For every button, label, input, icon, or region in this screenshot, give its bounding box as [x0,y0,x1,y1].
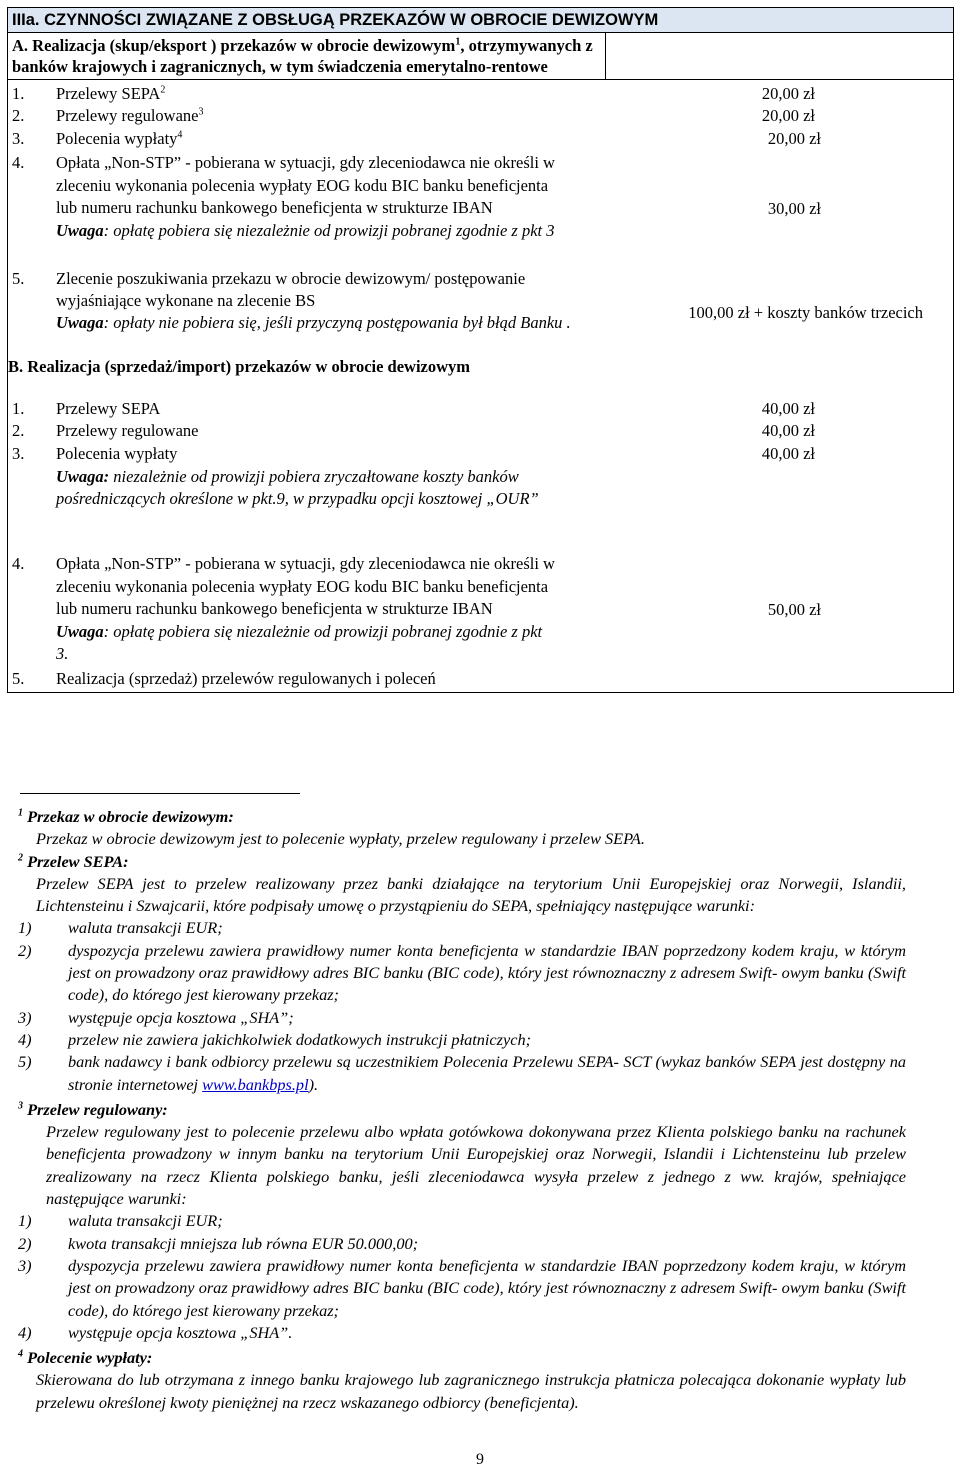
fee-table [7,7,954,693]
fee-amount: 20,00 zł [761,106,816,125]
list-item: 5. Realizacja (sprzedaż) przelewów regulowanych i poleceń [12,668,436,688]
section-a-items [8,80,954,693]
footnote-2-list [18,917,906,1095]
list-item: 4) przelew nie zawiera jakichkolwiek dodatkowych instrukcji płatniczych; [18,1029,532,1049]
fee-amount: 50,00 zł [767,599,822,619]
empty-cell [606,33,954,80]
list-item: 5. Zlecenie poszukiwania przekazu w obrocie dewizowym/ postępowanie wyjaśniające wykonane na zlecenie BS Uwaga: opłaty nie pobiera się, jeśli przyczyną postępowania był błąd Banku . 100,00 zł + koszty banków trzecich [12,269,924,332]
list-item: 4) występuje opcja kosztowa „SHA”. [18,1322,293,1342]
footnote-2: $^2$ Przelew SEPA: Przelew SEPA jest to przelew realizowany przez banki działające na terytorium Unii Europejskiej oraz Norwegii, Islandii, Lichtensteinu i Szwajcarii, które podpisały umowę o przystąpieniu do SEPA, spełniający następujące warunki: 1) waluta transakcji EUR; 2) dyspozycja przelewu zawiera prawidłowy numer konta beneficjenta w standardzie IBAN poprzedzony kodem kraju, w którym jest on prowadzony oraz prawidłowy adres BIC banku (BIC code), który jest równoznaczny z adresem Swift- owym banku (Swift code), do którego jest kierowany przekaz; 3) występuje opcja kosztowa „SHA”; 4) przelew nie zawiera jakichkolwiek dodatkowych instrukcji płatniczych; 5) bank nadawcy i bank odbiorcy przelewu są uczestnikiem Polecenia Przelewu SEPA- SCT (wykaz banków SEPA jest dostępny na stronie internetowej www.bankbps.pl). [18,851,906,1096]
list-item: 3. Polecenia wypłaty Uwaga: niezależnie od prowizji pobiera zryczałtowane koszty banków pośredniczących określone w pkt.9, w przypadku opcji kosztowej „OUR” 40,00 zł [12,443,953,553]
fee-amount: 20,00 zł [767,129,822,148]
section-a-heading: A. Realizacja (skup/eksport ) przekazów w obrocie dewizowym$^1$, otrzymywanych z banków krajowych i zagranicznych, w tym świadczenia emerytalno-rentowe [8,33,606,80]
fee-amount: 20,00 zł [761,84,816,103]
fee-table-section [7,7,953,693]
list-item: 4. Opłata „Non-STP” - pobierana w sytuacji, gdy zleceniodawca nie określi w zleceniu wykonania polecenia wypłaty EOG kodu BIC banku beneficjenta lub numeru rachunku bankowego beneficjenta w strukturze IBAN Uwaga: opłatę pobiera się niezależnie od prowizji pobranej zgodnie z pkt 3. 50,00 zł [12,554,822,663]
list-item: 1. Przelewy SEPA 40,00 zł [12,398,953,420]
list-item: 1. Przelewy SEPA$^2$ 20,00 zł [12,83,953,105]
fee-amount: 100,00 zł + koszty banków trzecich [688,302,924,322]
list-item: 2) dyspozycja przelewu zawiera prawidłowy numer konta beneficjenta w standardzie IBAN poprzedzony kodem kraju, w którym jest on prowadzony oraz prawidłowy adres BIC banku (BIC code), który jest równoznaczny z adresem Swift- owym banku (Swift code), do którego jest kierowany przekaz; [18,940,906,1005]
footnotes [18,806,906,1414]
fee-amount: 40,00 zł [761,444,816,463]
footnote-4: $^4$ Polecenie wypłaty: Skierowana do lub otrzymana z innego banku krajowego lub zagranicznego instrukcja płatnicza polecająca dokonanie wypłaty lub przelewu określonej kwoty pieniężnej na rzecz wskazanego odbiorcy (beneficjenta). [18,1348,906,1412]
list-item: 3. Polecenia wypłaty$^4$ 20,00 zł [12,128,953,150]
fee-amount: 40,00 zł [761,399,816,418]
footnote-3: $^3$ Przelew regulowany: Przelew regulowany jest to polecenie przelewu albo wpłata gotówkowa dokonywana przez Klienta polskiego banku na rachunek beneficjenta prowadzony w innym banku na terytorium Unii Europejskiej oraz Norwegii, Islandii i Lichtensteinu lub przelew zrealizowany na rzecz Klienta polskiego banku, jeśli zleceniodawca wysyła przelew z jednego z ww. krajów, spełniające następujące warunki: 1) waluta transakcji EUR; 2) kwota transakcji mniejsza lub równa EUR 50.000,00; 3) dyspozycja przelewu zawiera prawidłowy numer konta beneficjenta w standardzie IBAN poprzedzony kodem kraju, w którym jest on prowadzony oraz prawidłowy adres BIC banku (BIC code), który jest równoznaczny z adresem Swift- owym banku (Swift code), do którego jest kierowany przekaz; 4) występuje opcja kosztowa „SHA”. [18,1099,906,1344]
section-b-heading: B. Realizacja (sprzedaż/import) przekazów w obrocie dewizowym [8,357,471,376]
footnote-separator [20,793,300,794]
list-item: 5) bank nadawcy i bank odbiorcy przelewu są uczestnikiem Polecenia Przelewu SEPA- SCT (wykaz banków SEPA jest dostępny na stronie internetowej www.bankbps.pl). [18,1052,906,1094]
footnote-3-list [18,1210,906,1344]
page-number: 9 [476,1451,484,1468]
fee-amount: 30,00 zł [767,198,822,218]
list-item: 1) waluta transakcji EUR; [18,918,223,938]
footnote-1: $^1$ Przekaz w obrocie dewizowym: Przekaz w obrocie dewizowym jest to polecenie wypłaty, przelew regulowany i przelew SEPA. [18,807,645,849]
list-item: 1) waluta transakcji EUR; [18,1211,223,1231]
list-item: 3) występuje opcja kosztowa „SHA”; [18,1007,294,1027]
list-item: 2) kwota transakcji mniejsza lub równa EUR 50.000,00; [18,1233,419,1253]
bankbps-link[interactable]: www.bankbps.pl [202,1074,309,1094]
list-item: 2. Przelewy regulowane 40,00 zł [12,420,953,443]
section-title: IIIa. CZYNNOŚCI ZWIĄZANE Z OBSŁUGĄ PRZEKAZÓW W OBROCIE DEWIZOWYM [8,8,954,33]
list-item: 2. Przelewy regulowane$^3$ 20,00 zł [12,105,953,128]
list-item: 4. Opłata „Non-STP” - pobierana w sytuacji, gdy zleceniodawca nie określi w zleceniu wykonania polecenia wypłaty EOG kodu BIC banku beneficjenta lub numeru rachunku bankowego beneficjenta w strukturze IBAN Uwaga: opłatę pobiera się niezależnie od prowizji pobranej zgodnie z pkt 3 30,00 zł [12,153,822,240]
list-item: 3) dyspozycja przelewu zawiera prawidłowy numer konta beneficjenta w standardzie IBAN poprzedzony kodem kraju, w którym jest on prowadzony oraz prawidłowy adres BIC banku (BIC code), który jest równoznaczny z adresem Swift- owym banku (Swift code), do którego jest kierowany przekaz; [18,1255,906,1320]
fee-amount: 40,00 zł [761,421,816,440]
